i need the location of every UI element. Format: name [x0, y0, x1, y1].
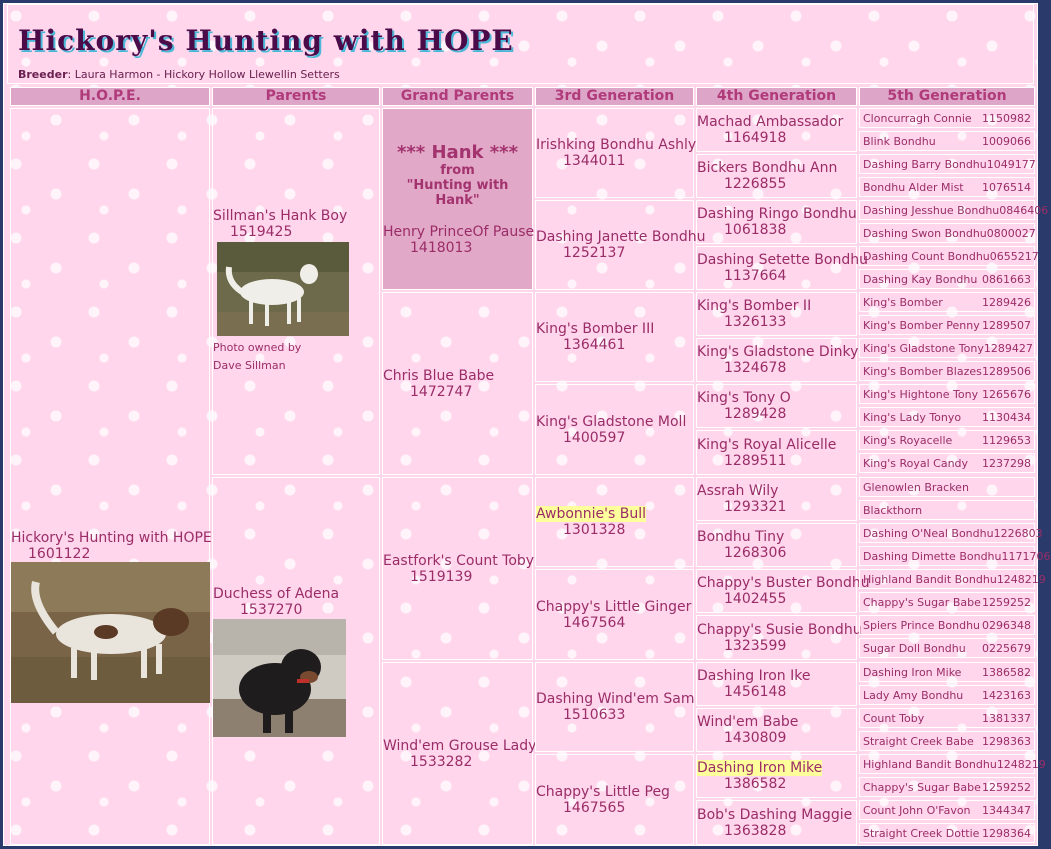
gen5-reg: 1248219	[996, 572, 1046, 586]
gen5-name: Dashing O'Neal Bondhu	[863, 526, 994, 540]
breeder-line	[18, 68, 340, 81]
column-header-gen4: 4th Generation	[696, 87, 857, 106]
gen4-cell	[696, 338, 857, 382]
gen5-reg: 1423163	[982, 688, 1031, 702]
gen5-name: Count John O'Favon	[863, 803, 971, 817]
gen5-name: Dashing Iron Mike	[863, 665, 962, 679]
grandparent-name: Henry PrinceOf Pause	[383, 224, 535, 240]
gen3-reg: 1252137	[563, 245, 626, 261]
dam-reg: 1537270	[240, 601, 303, 618]
gen4-name: Chappy's Buster Bondhu	[697, 575, 870, 591]
gen3-cell	[535, 200, 706, 290]
column-header-hope: H.O.P.E.	[10, 87, 210, 106]
gen3-reg: 1467565	[563, 799, 626, 816]
gen5-name: King's Gladstone Tony	[863, 341, 984, 355]
gen4-cell	[696, 246, 868, 290]
gen5-cell	[859, 200, 1049, 220]
gen5-reg: 1259252	[982, 595, 1031, 609]
gen5-reg: 1289506	[982, 364, 1031, 378]
gen5-cell	[859, 384, 1035, 404]
hank-from: from	[440, 163, 475, 178]
gen4-cell	[696, 708, 857, 752]
dam-name: Duchess of Adena	[213, 585, 340, 602]
grandparent-cell-2	[382, 292, 533, 475]
photo-caption-line-1: Photo owned by	[213, 341, 302, 354]
gen5-name: Bondhu Alder Mist	[863, 180, 964, 194]
gen5-reg: 1049177	[986, 157, 1036, 171]
gen5-cell	[859, 292, 1035, 312]
gen5-reg: 0861663	[982, 272, 1031, 286]
breeder-label: Breeder	[18, 68, 68, 81]
gen5-reg: 1171706	[1001, 549, 1051, 563]
gen4-name: Bondhu Tiny	[697, 529, 785, 545]
subject-cell	[10, 108, 210, 845]
subject-photo	[11, 562, 210, 703]
page-header	[7, 4, 1034, 84]
gen4-reg: 1289428	[724, 406, 787, 422]
gen4-name: King's Gladstone Dinky	[697, 344, 859, 360]
grandparent-cell-4	[382, 662, 537, 845]
column-header-gen3: 3rd Generation	[535, 87, 694, 106]
gen3-name: King's Gladstone Moll	[536, 413, 687, 430]
sire-photo	[217, 242, 349, 336]
gen5-reg: 0800027	[986, 226, 1036, 240]
gen5-cell	[859, 407, 1035, 427]
gen5-name: Highland Bandit Bondhu	[863, 757, 997, 771]
dog-photo-hope	[11, 562, 210, 703]
gen3-cell	[535, 108, 697, 198]
gen3-name: King's Bomber III	[536, 321, 655, 337]
grandparent-cell-1	[382, 108, 533, 290]
gen5-name: Count Toby	[863, 711, 925, 725]
gen5-name: Dashing Dimette Bondhu	[863, 549, 1002, 563]
gen3-name-highlighted: Awbonnie's Bull	[536, 506, 647, 522]
gen3-name: Chappy's Little Peg	[536, 783, 670, 800]
gen4-cell	[696, 662, 857, 706]
gen4-cell	[696, 200, 857, 244]
gen3-reg: 1344011	[563, 153, 626, 169]
column-header-grandparents: Grand Parents	[382, 87, 533, 106]
sire-name: Sillman's Hank Boy	[213, 208, 348, 224]
gen4-cell	[696, 154, 857, 198]
gen5-name: Spiers Prince Bondhu	[863, 618, 981, 632]
grandparent-cell-3	[382, 477, 533, 660]
gen5-cell	[859, 823, 1035, 843]
gen5-reg: 0655217	[989, 249, 1039, 263]
gen5-cell	[859, 108, 1035, 128]
gen5-reg: 1344347	[982, 803, 1031, 817]
breeder-text: : Laura Harmon - Hickory Hollow Llewellin Setters	[67, 68, 340, 81]
gen5-name: Straight Creek Babe	[863, 734, 974, 748]
gen5-name: Dashing Kay Bondhu	[863, 272, 978, 286]
gen3-cell	[535, 569, 694, 660]
gen4-cell	[696, 108, 857, 152]
gen4-reg: 1430809	[724, 730, 787, 746]
gen5-cell	[859, 731, 1035, 751]
gen3-name: Dashing Janette Bondhu	[536, 229, 706, 245]
gen4-name: Assrah Wily	[697, 483, 779, 499]
gen5-reg: 1248219	[996, 757, 1046, 771]
gen4-name: Dashing Ringo Bondhu	[697, 206, 857, 222]
grandparent-reg: 1519139	[410, 568, 473, 585]
gen5-name: King's Bomber Blazes	[863, 364, 982, 378]
grandparent-name: Chris Blue Babe	[383, 367, 495, 384]
gen4-cell	[696, 430, 857, 475]
gen3-name: Chappy's Little Ginger	[536, 598, 692, 615]
gen3-reg: 1364461	[563, 337, 626, 353]
gen5-reg: 1298363	[982, 734, 1031, 748]
sire-reg: 1519425	[230, 224, 293, 240]
gen5-name: King's Lady Tonyo	[863, 410, 962, 424]
gen4-reg: 1402455	[724, 591, 787, 607]
gen4-reg: 1061838	[724, 222, 787, 238]
gen5-name: Chappy's Sugar Babe	[863, 780, 981, 794]
gen3-reg: 1400597	[563, 429, 626, 446]
gen5-name: Cloncurragh Connie	[863, 111, 972, 125]
gen4-name: King's Bomber II	[697, 298, 812, 314]
gen5-cell	[859, 361, 1035, 381]
gen4-cell	[696, 292, 857, 336]
gen4-cell	[696, 615, 862, 660]
gen4-cell	[696, 754, 857, 798]
gen5-reg: 0846406	[999, 203, 1049, 217]
gen5-name: King's Hightone Tony	[863, 387, 979, 401]
gen3-cell	[535, 662, 694, 752]
gen5-cell	[859, 131, 1035, 151]
gen4-reg: 1363828	[724, 822, 787, 839]
gen3-cell	[535, 384, 694, 475]
gen3-cell	[535, 477, 694, 567]
gen5-name: Dashing Barry Bondhu	[863, 157, 987, 171]
gen4-name: Machad Ambassador	[697, 114, 844, 130]
gen5-reg: 1298364	[982, 826, 1031, 840]
gen3-name: Dashing Wind'em Sam	[536, 691, 695, 707]
gen5-name: King's Royacelle	[863, 433, 953, 447]
gen5-reg: 1289426	[982, 295, 1031, 309]
gen4-name: Chappy's Susie Bondhu	[697, 621, 862, 638]
gen4-name: Wind'em Babe	[697, 714, 799, 730]
gen5-cell	[859, 523, 1043, 543]
gen5-name: Sugar Doll Bondhu	[863, 641, 966, 655]
gen5-name: Straight Creek Dottie	[863, 826, 980, 840]
gen4-reg: 1386582	[724, 776, 787, 792]
gen5-name: Blink Bondhu	[863, 134, 936, 148]
gen4-reg: 1226855	[724, 176, 787, 192]
gen4-reg: 1326133	[724, 314, 787, 330]
gen4-name: King's Tony O	[697, 390, 791, 406]
gen5-reg: 0296348	[982, 618, 1031, 632]
page-title: Hickory's Hunting with HOPE	[18, 24, 514, 57]
column-header-parents: Parents	[212, 87, 380, 106]
gen5-reg: 1289427	[983, 341, 1033, 355]
gen4-cell	[696, 477, 857, 521]
gen4-cell	[696, 569, 870, 613]
gen5-cell	[859, 269, 1035, 289]
gen5-name: King's Bomber Penny	[863, 318, 980, 332]
gen5-reg: 0225679	[982, 641, 1031, 655]
gen5-cell	[859, 662, 1035, 682]
gen5-cell	[859, 615, 1035, 635]
gen5-cell	[859, 477, 1035, 497]
gen3-reg: 1467564	[563, 614, 626, 631]
gen5-reg: 1009066	[982, 134, 1031, 148]
gen5-reg: 1076514	[982, 180, 1031, 194]
gen4-name: King's Royal Alicelle	[697, 436, 837, 453]
photo-caption-line-2: Dave Sillman	[213, 359, 286, 372]
gen5-cell	[859, 500, 1035, 520]
gen3-reg: 1301328	[563, 522, 626, 538]
grandparent-reg: 1533282	[410, 753, 473, 770]
dam-cell	[212, 477, 380, 845]
subject-reg: 1601122	[28, 546, 91, 562]
gen5-reg: 1130434	[982, 410, 1031, 424]
gen5-cell	[859, 592, 1035, 612]
gen5-reg: 1237298	[982, 456, 1031, 470]
gen5-cell	[859, 777, 1035, 797]
gen4-reg: 1164918	[724, 130, 787, 146]
gen5-reg: 1265676	[982, 387, 1031, 401]
gen4-reg: 1323599	[724, 637, 787, 654]
gen4-reg: 1293321	[724, 499, 787, 515]
gen5-name: Glenowlen Bracken	[863, 480, 969, 494]
gen4-name: Dashing Iron Ike	[697, 668, 811, 684]
gen4-name: Dashing Setette Bondhu	[697, 252, 868, 268]
gen3-reg: 1510633	[563, 707, 626, 723]
gen5-reg: 1259252	[982, 780, 1031, 794]
gen5-name: Lady Amy Bondhu	[863, 688, 964, 702]
gen5-cell	[859, 338, 1035, 358]
gen3-cell	[535, 754, 694, 845]
gen5-name: Dashing Swon Bondhu	[863, 226, 987, 240]
subject-name: Hickory's Hunting with HOPE	[11, 530, 212, 546]
gen5-cell	[859, 754, 1046, 774]
gen5-cell	[859, 315, 1035, 335]
gen4-name-highlighted: Dashing Iron Mike	[697, 760, 823, 776]
gen5-cell	[859, 154, 1035, 174]
gen4-reg: 1268306	[724, 545, 787, 561]
gen5-cell	[859, 800, 1035, 820]
gen5-cell	[859, 453, 1035, 473]
gen5-cell	[859, 430, 1035, 450]
gen5-name: Dashing Jesshue Bondhu	[863, 203, 1000, 217]
grandparent-name: Wind'em Grouse Lady	[383, 737, 537, 754]
sire-cell	[212, 108, 380, 475]
gen5-cell	[859, 638, 1035, 658]
grandparent-name: Eastfork's Count Toby	[383, 552, 535, 569]
gen5-cell	[859, 708, 1035, 728]
gen5-cell	[859, 546, 1051, 566]
gen4-reg: 1137664	[724, 268, 787, 284]
gen5-reg: 1150982	[982, 111, 1031, 125]
dog-photo-dam	[213, 619, 346, 737]
gen5-cell	[859, 246, 1039, 266]
hank-title: *** Hank ***	[396, 142, 518, 163]
gen3-cell	[535, 292, 694, 382]
gen5-reg: 1289507	[982, 318, 1031, 332]
grandparent-reg: 1418013	[410, 240, 473, 256]
hank-book-title: "Hunting with Hank"	[406, 178, 509, 208]
gen5-name: Blackthorn	[863, 503, 923, 517]
gen5-name: King's Bomber	[863, 295, 943, 309]
dam-photo	[213, 619, 346, 737]
gen5-reg: 1226803	[993, 526, 1043, 540]
gen5-reg: 1386582	[982, 665, 1031, 679]
gen4-name: Bickers Bondhu Ann	[697, 160, 838, 176]
gen5-name: Chappy's Sugar Babe	[863, 595, 981, 609]
gen4-cell	[696, 800, 857, 845]
gen5-cell	[859, 685, 1035, 705]
gen5-name: Highland Bandit Bondhu	[863, 572, 997, 586]
gen3-name: Irishking Bondhu Ashly	[536, 137, 697, 153]
gen5-reg: 1381337	[982, 711, 1031, 725]
gen4-cell	[696, 384, 857, 428]
gen5-cell	[859, 177, 1035, 197]
gen4-reg: 1289511	[724, 452, 787, 469]
gen4-name: Bob's Dashing Maggie	[697, 806, 853, 823]
gen5-cell	[859, 569, 1046, 589]
column-header-gen5: 5th Generation	[859, 87, 1035, 106]
gen4-cell	[696, 523, 857, 567]
dog-photo-sire	[217, 242, 349, 336]
gen4-reg: 1324678	[724, 360, 787, 376]
grandparent-reg: 1472747	[410, 383, 473, 400]
gen4-reg: 1456148	[724, 684, 787, 700]
gen5-reg: 1129653	[982, 433, 1031, 447]
gen5-name: King's Royal Candy	[863, 456, 969, 470]
gen5-name: Dashing Count Bondhu	[863, 249, 990, 263]
gen5-cell	[859, 223, 1035, 243]
